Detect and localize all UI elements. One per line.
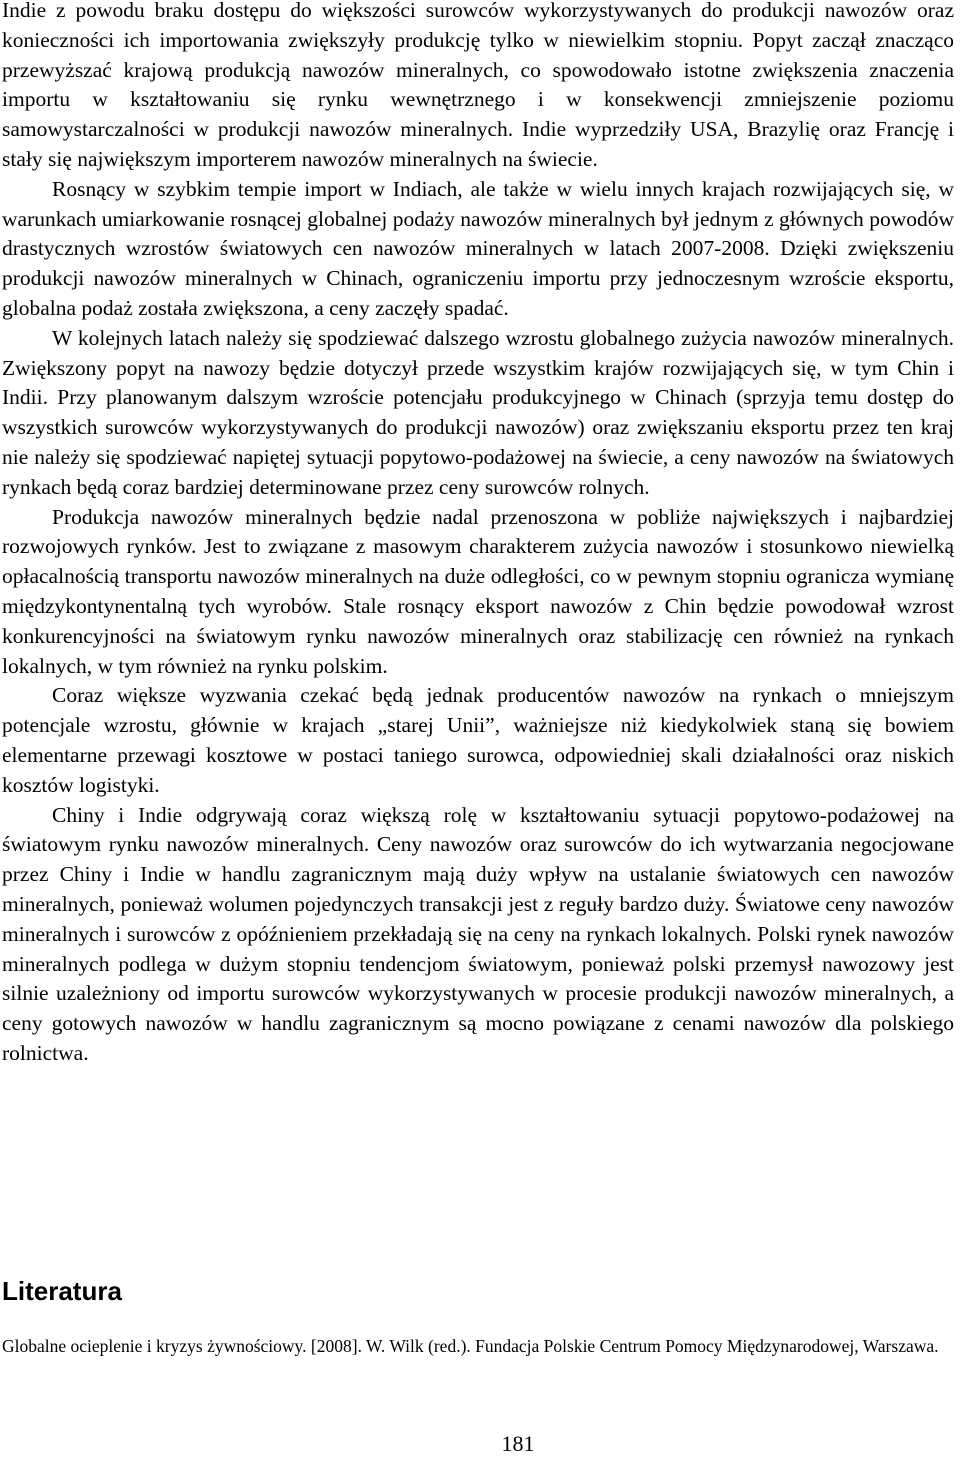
paragraph-4: Produkcja nawozów mineralnych będzie nadal przenoszona w pobliże największych i najbardziej rozwojowych rynków. Jest to związane z masowym charakterem zużycia nawozów i stosunkowo niewielką opłacalnością transportu nawozów mineralnych na duże odległości, co w pewnym stopniu ogranicza wymianę międzykontynentalną tych wyrobów. Stale rosnący eksport nawozów z Chin będzie powodował wzrost konkurencyjności na światowym rynku nawozów mineralnych oraz stabilizację cen również na rynkach lokalnych, w tym również na rynku polskim. (2, 504, 954, 678)
page-number: 181 (501, 1431, 535, 1456)
literature-heading: Literatura (2, 1276, 122, 1306)
paragraph-1: Indie z powodu braku dostępu do większości surowców wykorzystywanych do produkcji nawozów oraz konieczności ich importowania zwiększyły produkcję tylko w niewielkim stopniu. Popyt zaczął znacząco przewyższać krajową produkcją nawozów mineralnych, co spowodowało istotne zwiększenia znaczenia importu w kształtowaniu się rynku wewnętrznego i w konsekwencji zmniejszenie poziomu samowystarczalności w produkcji nawozów mineralnych. Indie wyprzedziły USA, Brazylię oraz Francję i stały się największym importerem nawozów mineralnych na świecie. (2, 0, 954, 171)
paragraph-2: Rosnący w szybkim tempie import w Indiach, ale także w wielu innych krajach rozwijających się, w warunkach umiarkowanie rosnącej globalnej podaży nawozów mineralnych był jednym z głównych powodów drastycznych wzrostów światowych cen nawozów mineralnych w latach 2007-2008. Dzięki zwiększeniu produkcji nawozów mineralnych w Chinach, ograniczeniu importu przy jednoczesnym wzroście eksportu, globalna podaż została zwiększona, a ceny zaczęły spadać. (2, 176, 954, 320)
body-text (2, 0, 954, 1069)
paragraph-5: Coraz większe wyzwania czekać będą jednak producentów nawozów na rynkach o mniejszym potencjale wzrostu, głównie w krajach „starej Unii”, ważniejsze niż kiedykolwiek staną się bowiem elementarne przewagi kosztowe w postaci taniego surowca, odpowiedniej skali działalności oraz niskich kosztów logistyki. (2, 683, 954, 797)
paragraph-3: W kolejnych latach należy się spodziewać dalszego wzrostu globalnego zużycia nawozów mineralnych. Zwiększony popyt na nawozy będzie dotyczył przede wszystkim krajów rozwijających się, w tym Chin i Indii. Przy planowanym dalszym wzroście potencjału produkcyjnego w Chinach (sprzyja temu dostęp do wszystkich surowców wykorzystywanych do produkcji nawozów) oraz zwiększaniu eksportu przez ten kraj nie należy się spodziewać napiętej sytuacji popytowo-podażowej na świecie, a ceny nawozów na światowych rynkach będą coraz bardziej determinowane przez ceny surowców rolnych. (2, 325, 954, 499)
reference-list (2, 1334, 954, 1359)
paragraph-6: Chiny i Indie odgrywają coraz większą rolę w kształtowaniu sytuacji popytowo-podażowej na światowym rynku nawozów mineralnych. Ceny nawozów oraz surowców do ich wytwarzania negocjowane przez Chiny i Indie w handlu zagranicznym mają duży wpływ na ustalanie światowych cen nawozów mineralnych, ponieważ wolumen pojedynczych transakcji jest z reguły bardzo duży. Światowe ceny nawozów mineralnych i surowców z opóźnieniem przekładają się na ceny na rynkach lokalnych. Polski rynek nawozów mineralnych podlega w dużym stopniu tendencjom światowym, ponieważ polski przemysł nawozowy jest silnie uzależniony od importu surowców wykorzystywanych w procesie produkcji nawozów mineralnych, a ceny gotowych nawozów w handlu zagranicznym są mocno powiązane z cenami nawozów dla polskiego rolnictwa. (2, 802, 954, 1065)
reference-entry: Globalne ocieplenie i kryzys żywnościowy. [2008]. W. Wilk (red.). Fundacja Polskie Centrum Pomocy Międzynarodowej, Warszawa. (2, 1336, 939, 1356)
